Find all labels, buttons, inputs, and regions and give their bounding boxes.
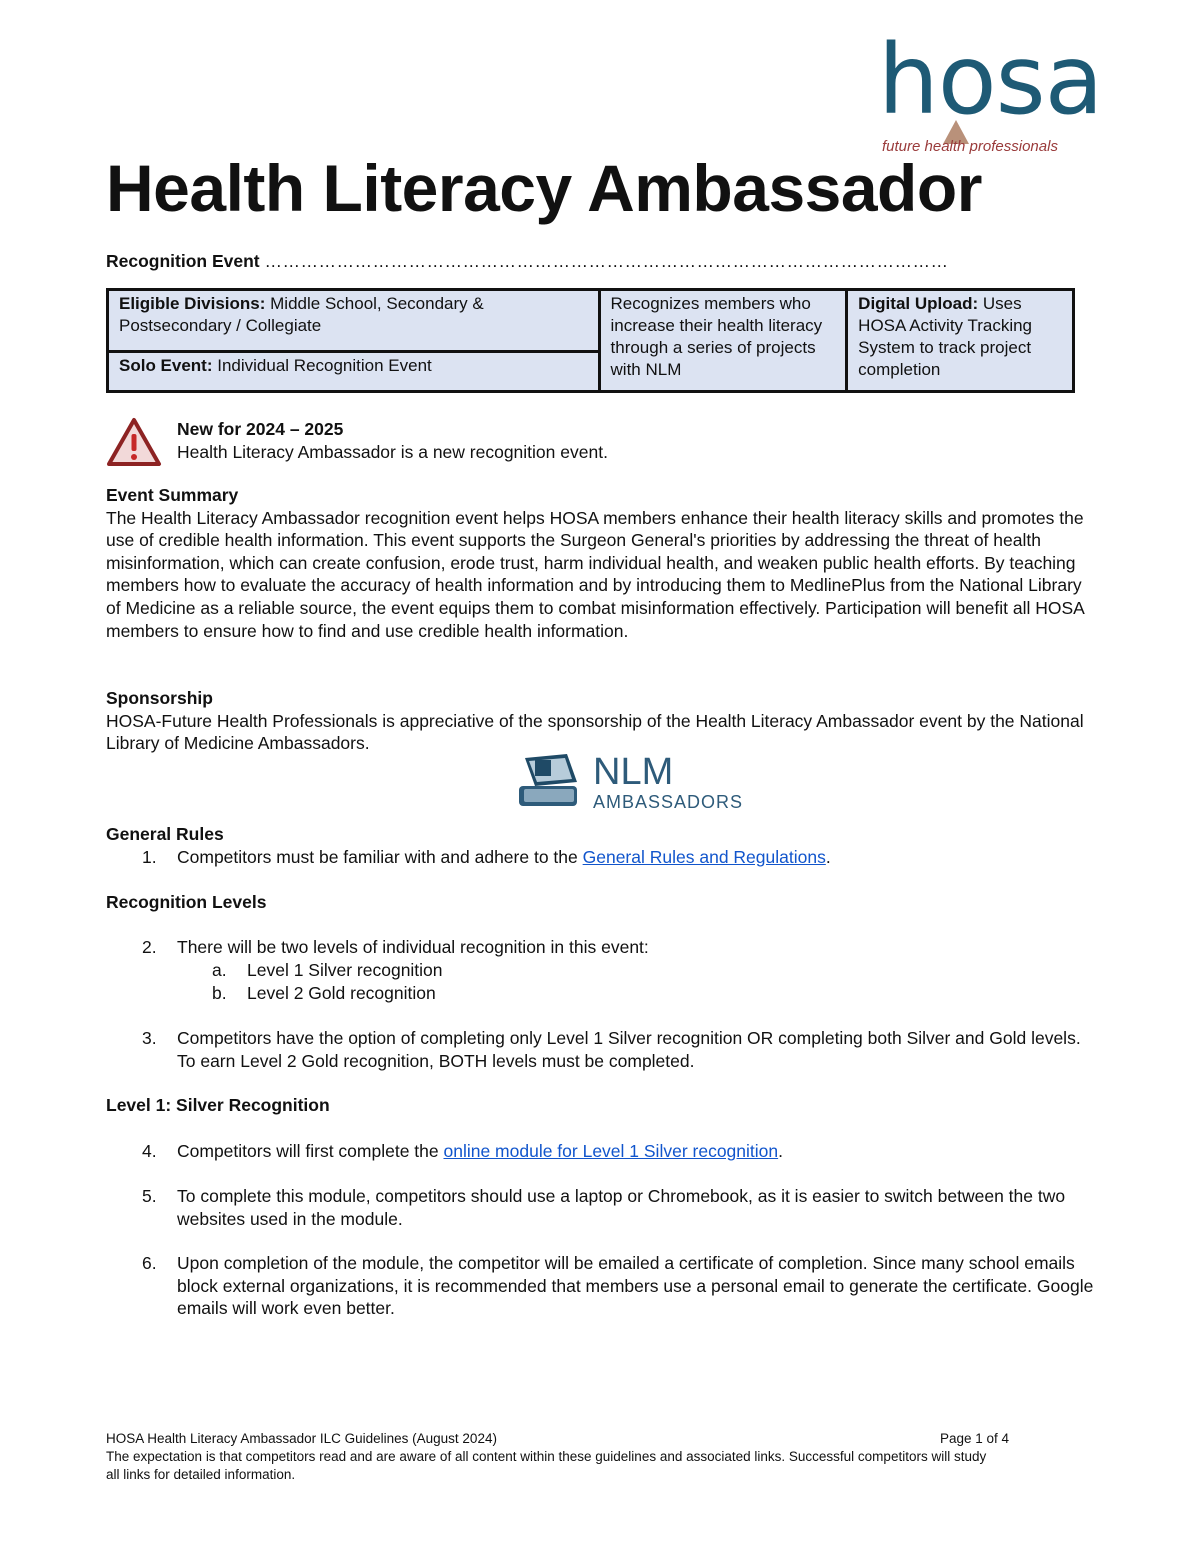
logo-wordmark: hosa (878, 24, 1103, 136)
solo-label: Solo Event: (119, 356, 213, 375)
page-title: Health Literacy Ambassador (106, 151, 982, 225)
sub-item-letter: b. (212, 983, 227, 1003)
sub-item-text: Level 2 Gold recognition (247, 983, 436, 1003)
sub-item-letter: a. (212, 960, 227, 980)
warning-icon (106, 417, 162, 467)
recognition-levels-heading: Recognition Levels (106, 892, 267, 912)
solo-cell (108, 352, 600, 392)
list-text: Competitors will first complete the (177, 1141, 444, 1161)
nlm-logo-line2: AMBASSADORS (593, 792, 744, 812)
new-notice-text: Health Literacy Ambassador is a new recognition event. (177, 442, 608, 462)
list-number: 5. (142, 1186, 157, 1206)
divisions-cell (108, 290, 600, 352)
nlm-logo-line1: NLM (593, 751, 674, 793)
list-text-end: . (825, 847, 831, 867)
footer-page-number: Page 1 of 4 (940, 1431, 1010, 1446)
general-rules-heading: General Rules (106, 824, 224, 844)
list-number: 4. (142, 1141, 157, 1161)
general-rules-link[interactable]: General Rules and Regulations (582, 847, 826, 867)
online-module-link[interactable]: online module for Level 1 Silver recognition (443, 1141, 779, 1161)
sub-item-text: Level 1 Silver recognition (247, 960, 443, 980)
hosa-logo (872, 24, 1103, 164)
list-text: Competitors have the option of completing only Level 1 Silver recognition OR completing both Silver and Gold levels. To earn Level 2 Gold recognition, BOTH levels must be completed. (177, 1028, 1081, 1071)
logo-tagline: future health professionals (882, 138, 1058, 155)
sponsorship-heading: Sponsorship (106, 688, 213, 708)
list-number: 1. (142, 847, 157, 867)
sponsorship-body: HOSA-Future Health Professionals is appreciative of the sponsorship of the Health Literacy Ambassador event by the National Library of Medicine Ambassadors. (106, 710, 1084, 754)
event-summary-section (106, 484, 1096, 642)
footer-doc-title: HOSA Health Literacy Ambassador ILC Guidelines (August 2024) (106, 1431, 497, 1446)
upload-label: Digital Upload: (858, 294, 979, 313)
upload-value: Uses HOSA Activity Tracking System to track project completion (858, 294, 1033, 379)
books-icon (515, 748, 785, 818)
event-summary-body: The Health Literacy Ambassador recognition event helps HOSA members enhance their health literacy skills and promotes the use of credible health information. This event supports the Surgeon General's priorities by addressing the threat of health misinformation, which can create confusion, erode trust, harm individual health, and weaken public health efforts. By teaching members how to evaluate the accuracy of health information and by introducing them to MedlinePlus from the National Library of Medicine as a reliable source, the event equips them to combat misinformation effectively. Participation will benefit all HOSA members to ensure how to find and use credible health information. (106, 507, 1084, 641)
level1-heading: Level 1: Silver Recognition (106, 1095, 330, 1115)
upload-cell (847, 290, 1074, 392)
list-text: Competitors must be familiar with and adhere to the (177, 847, 583, 867)
event-type-line (106, 251, 949, 272)
list-number: 6. (142, 1253, 157, 1273)
new-notice-heading: New for 2024 – 2025 (177, 419, 344, 439)
nlm-ambassadors-logo (515, 748, 785, 818)
solo-value: Individual Recognition Event (212, 356, 432, 375)
event-summary-heading: Event Summary (106, 485, 239, 505)
list-number: 2. (142, 937, 157, 957)
list-number: 3. (142, 1028, 157, 1048)
list-text: There will be two levels of individual recognition in this event: (177, 937, 649, 957)
list-text: Upon completion of the module, the competitor will be emailed a certificate of completion. Since many school emails block external organizations, it is recommended that members use a personal email to generate the certificate. Google emails will work even better. (177, 1253, 1094, 1319)
sponsorship-section (106, 687, 1096, 755)
leader-dots: …………………………………………………………………………………………………… (264, 251, 949, 271)
list-text: To complete this module, competitors should use a laptop or Chromebook, as it is easier to switch between the two websites used in the module. (177, 1186, 1066, 1229)
description-cell: Recognizes members who increase their health literacy through a series of projects with NLM (599, 290, 847, 392)
divisions-label: Eligible Divisions: (119, 294, 266, 313)
event-type-label: Recognition Event (106, 251, 260, 271)
event-info-table (106, 288, 1075, 393)
list-text-end: . (778, 1141, 783, 1161)
footer-note: The expectation is that competitors read and are aware of all content within these guidelines and associated links. Successful competitors will study all links for detailed information. (106, 1449, 987, 1482)
divisions-value: Middle School, Secondary & Postsecondary / Collegiate (119, 294, 484, 335)
